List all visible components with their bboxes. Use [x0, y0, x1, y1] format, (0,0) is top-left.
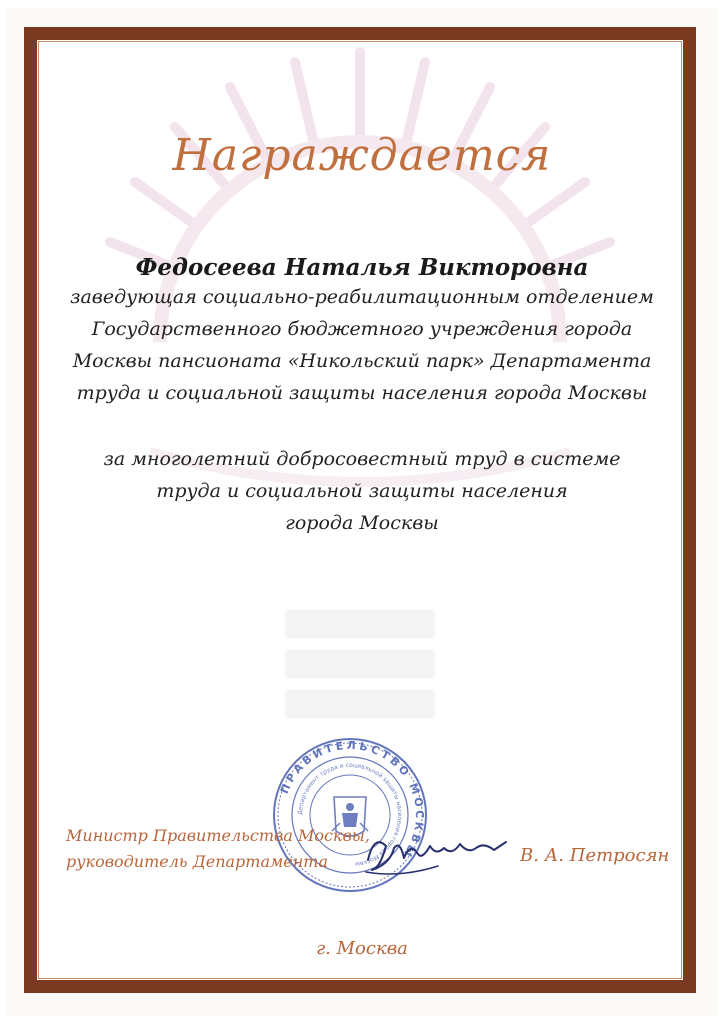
reason-line-1: за многолетний добросовестный труд в системе	[103, 448, 621, 470]
reason-line-2: труда и социальной защиты населения	[156, 480, 568, 502]
reason-line-3: города Москвы	[285, 512, 439, 534]
city-name: г. Москва	[316, 938, 408, 959]
recipient-name: Федосеева Наталья Викторовна	[135, 254, 589, 281]
signer-name: В. А. Петросян	[520, 845, 670, 866]
signer-title-line-1: Министр Правительства Москвы,	[66, 826, 370, 845]
signature-scribble	[360, 820, 510, 890]
award-heading: Награждается	[172, 130, 552, 181]
svg-text:Департамент труда и социальной: Департамент труда и социальной защиты населения города Москвы	[296, 761, 404, 868]
position-line-2: Государственного бюджетного учреждения города	[91, 318, 633, 340]
watermark-text-decoration	[280, 600, 440, 730]
position-line-1: заведующая социально-реабилитационным отделением	[70, 286, 654, 308]
position-line-3: Москвы пансионата «Никольский парк» Департамента	[72, 350, 652, 372]
position-line-4: труда и социальной защиты населения города Москвы	[76, 382, 648, 404]
signer-title-line-2: руководитель Департамента	[66, 852, 328, 871]
svg-text:ПРАВИТЕЛЬСТВО МОСКВЫ: ПРАВИТЕЛЬСТВО МОСКВЫ	[277, 738, 427, 862]
